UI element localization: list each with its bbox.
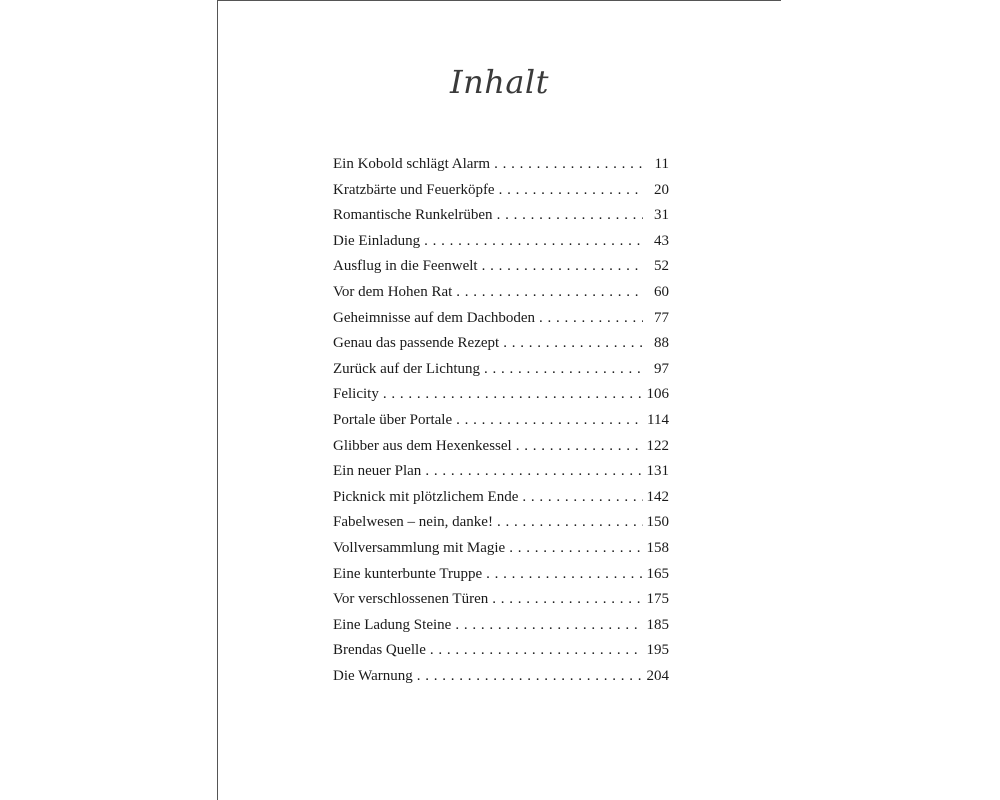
toc-leader-dots [456, 412, 643, 429]
toc-entry[interactable] [333, 540, 669, 566]
toc-entry-title: Ausflug in die Feenwelt [333, 258, 478, 275]
toc-page-number: 11 [654, 156, 669, 172]
toc-entry[interactable] [333, 514, 669, 540]
toc-entry[interactable] [333, 310, 669, 336]
toc-entry[interactable] [333, 233, 669, 259]
toc-page-number: 150 [646, 514, 669, 531]
toc-page-number: 142 [646, 488, 669, 505]
toc-entry[interactable] [333, 258, 669, 284]
toc-leader-dots [497, 514, 643, 531]
toc-entry[interactable] [333, 284, 669, 310]
toc-entry[interactable] [333, 335, 669, 361]
toc-entry[interactable] [333, 182, 669, 208]
toc-leader-dots [522, 489, 642, 506]
toc-entry[interactable] [333, 412, 669, 438]
toc-leader-dots [417, 668, 643, 685]
toc-page-number: 88 [654, 335, 669, 352]
toc-leader-dots [425, 463, 642, 480]
toc-entry-title: Portale über Portale [333, 411, 453, 428]
toc-page-number: 106 [646, 386, 669, 403]
toc-page-number: 131 [646, 463, 669, 480]
toc-page-number: 204 [646, 667, 669, 684]
toc-page-number: 114 [647, 411, 669, 428]
table-of-contents [333, 156, 669, 693]
toc-leader-dots [430, 642, 643, 659]
toc-page-number: 43 [654, 232, 669, 249]
toc-entry[interactable] [333, 386, 669, 412]
toc-entry[interactable] [333, 438, 669, 464]
toc-page-number: 158 [646, 539, 669, 556]
toc-entry[interactable] [333, 668, 669, 694]
toc-leader-dots [456, 284, 643, 301]
toc-entry[interactable] [333, 642, 669, 668]
toc-entry-title: Romantische Runkelrüben [333, 207, 493, 224]
toc-leader-dots [482, 258, 643, 275]
toc-entry-title: Eine Ladung Steine [333, 616, 452, 633]
toc-entry-title: Fabelwesen – nein, danke! [333, 514, 493, 531]
toc-entry-title: Zurück auf der Lichtung [333, 360, 481, 377]
toc-page-number: 97 [654, 360, 669, 377]
toc-leader-dots [383, 386, 643, 403]
toc-page-number: 31 [654, 207, 669, 224]
toc-entry-title: Eine kunterbunte Truppe [333, 565, 483, 582]
toc-leader-dots [499, 182, 643, 199]
toc-page-number: 77 [654, 309, 669, 326]
toc-entry[interactable] [333, 591, 669, 617]
toc-entry-title: Brendas Quelle [333, 642, 426, 659]
toc-leader-dots [455, 617, 642, 634]
toc-leader-dots [539, 310, 643, 327]
toc-entry[interactable] [333, 566, 669, 592]
toc-leader-dots [484, 361, 643, 378]
toc-entry[interactable] [333, 361, 669, 387]
toc-entry-title: Kratzbärte und Feuerköpfe [333, 181, 495, 198]
toc-entry-title: Felicity [333, 386, 379, 403]
toc-entry-title: Vollversammlung mit Magie [333, 539, 506, 556]
toc-entry[interactable] [333, 156, 669, 182]
toc-entry[interactable] [333, 617, 669, 643]
toc-leader-dots [424, 233, 643, 250]
toc-page-number: 60 [654, 283, 669, 300]
toc-leader-dots [492, 591, 642, 608]
toc-page-number: 175 [646, 591, 669, 608]
toc-page-number: 165 [646, 565, 669, 582]
toc-entry-title: Vor verschlossenen Türen [333, 591, 489, 608]
toc-leader-dots [516, 438, 643, 455]
toc-page-number: 185 [646, 616, 669, 633]
toc-entry[interactable] [333, 463, 669, 489]
page-title: Inhalt [449, 63, 550, 101]
toc-entry-title: Geheimnisse auf dem Dachboden [333, 309, 536, 326]
toc-page-number: 195 [646, 642, 669, 659]
toc-entry[interactable] [333, 489, 669, 515]
toc-entry[interactable] [333, 207, 669, 233]
toc-leader-dots [509, 540, 642, 557]
toc-leader-dots [494, 156, 643, 173]
toc-page-number: 52 [654, 258, 669, 275]
toc-leader-dots [486, 566, 642, 583]
toc-entry-title: Glibber aus dem Hexenkessel [333, 437, 512, 454]
toc-leader-dots [497, 207, 643, 224]
toc-entry-title: Die Warnung [333, 667, 413, 684]
toc-page-number: 20 [654, 181, 669, 198]
toc-entry-title: Picknick mit plötzlichem Ende [333, 488, 519, 505]
toc-entry-title: Die Einladung [333, 232, 421, 249]
book-page [217, 0, 781, 800]
toc-page-number: 122 [646, 437, 669, 454]
toc-entry-title: Vor dem Hohen Rat [333, 283, 453, 300]
toc-entry-title: Ein neuer Plan [333, 463, 422, 480]
toc-entry-title: Ein Kobold schlägt Alarm [333, 156, 491, 172]
toc-leader-dots [503, 335, 643, 352]
toc-entry-title: Genau das passende Rezept [333, 335, 500, 352]
